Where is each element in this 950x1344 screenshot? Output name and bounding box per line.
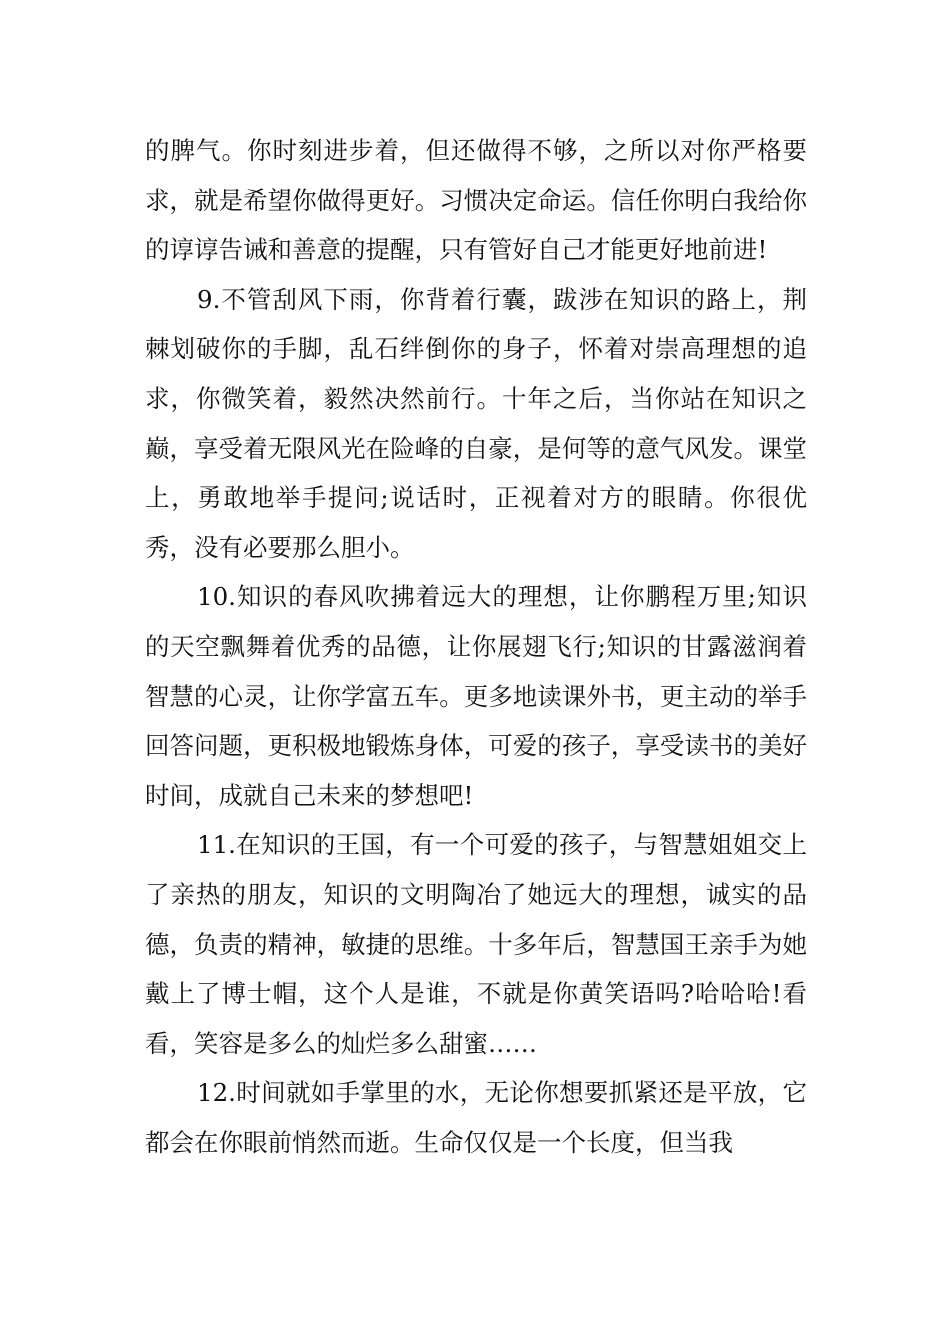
paragraph-continued: 的脾气。你时刻进步着，但还做得不够，之所以对你严格要求，就是希望你做得更好。习惯决定命运。信任你明白我给你的谆谆告诫和善意的提醒，只有管好自己才能更好地前进! (145, 136, 807, 265)
paragraph-9: 9.不管刮风下雨，你背着行囊，跋涉在知识的路上，荆棘划破你的手脚，乱石绊倒你的身子，怀着对崇高理想的追求，你微笑着，毅然决然前行。十年之后，当你站在知识之巅，享受着无限风光在险峰的自豪，是何等的意气风发。课堂上，勇敢地举手提问;说话时，正视着对方的眼睛。你很优秀，没有必要那么胆小。 (145, 284, 807, 562)
paragraph-11: 11.在知识的王国，有一个可爱的孩子，与智慧姐姐交上了亲热的朋友，知识的文明陶冶了她远大的理想，诚实的品德，负责的精神，敏捷的思维。十多年后，智慧国王亲手为她戴上了博士帽，这个人是谁，不就是你黄笑语吗?哈哈哈!看看，笑容是多么的灿烂多么甜蜜…… (145, 830, 807, 1058)
document-body (145, 126, 807, 1167)
paragraph-12: 12.时间就如手掌里的水，无论你想要抓紧还是平放，它都会在你眼前悄然而逝。生命仅仅是一个长度，但当我 (145, 1078, 807, 1157)
paragraph-10: 10.知识的春风吹拂着远大的理想，让你鹏程万里;知识的天空飘舞着优秀的品德，让你展翅飞行;知识的甘露滋润着智慧的心灵，让你学富五车。更多地读课外书，更主动的举手回答问题，更积极地锻炼身体，可爱的孩子，享受读书的美好时间，成就自己未来的梦想吧! (145, 582, 807, 810)
